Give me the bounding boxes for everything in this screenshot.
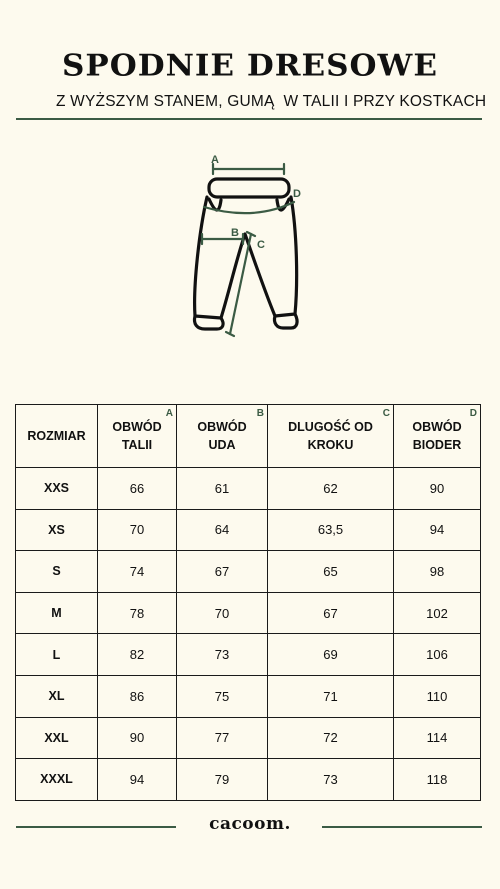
- footer-divider-right: [322, 826, 482, 828]
- header-hips-line2: BIODER: [412, 438, 462, 452]
- inseam-cell: 63,5: [268, 509, 394, 551]
- header-inseam-line2: KROKU: [307, 438, 354, 452]
- inseam-cell: 65: [268, 551, 394, 593]
- thigh-cell: 61: [177, 468, 268, 510]
- thigh-cell: 70: [177, 592, 268, 634]
- header-size-label: ROZMIAR: [27, 429, 86, 443]
- hips-cell: 114: [394, 717, 481, 759]
- waist-cell: 94: [98, 759, 177, 801]
- header-waist-line1: OBWÓD: [112, 420, 162, 434]
- size-cell: L: [16, 634, 98, 676]
- table-row: [16, 468, 481, 510]
- header-thigh: [177, 405, 268, 468]
- hips-cell: 90: [394, 468, 481, 510]
- header-inseam-letter: C: [382, 408, 390, 419]
- waistband-shape: [209, 179, 289, 197]
- page-subtitle: Z WYŻSZYM STANEM, GUMĄ W TALII I PRZY KOSTKACH: [56, 93, 487, 110]
- waist-cell: 86: [98, 675, 177, 717]
- table-header-row: [16, 405, 481, 468]
- hips-cell: 102: [394, 592, 481, 634]
- inseam-cell: 62: [268, 468, 394, 510]
- thigh-cell: 75: [177, 675, 268, 717]
- waist-cell: 70: [98, 509, 177, 551]
- header-hips: [394, 405, 481, 468]
- inseam-cell: 69: [268, 634, 394, 676]
- table-row: [16, 717, 481, 759]
- waist-cell: 78: [98, 592, 177, 634]
- measure-c-label: C: [257, 239, 265, 251]
- size-cell: XL: [16, 675, 98, 717]
- thigh-cell: 79: [177, 759, 268, 801]
- header-thigh-line2: UDA: [208, 438, 236, 452]
- size-cell: XXL: [16, 717, 98, 759]
- header-hips-line1: OBWÓD: [412, 420, 462, 434]
- table-row: [16, 509, 481, 551]
- measure-a-label: A: [211, 154, 219, 166]
- trousers-diagram: [185, 152, 310, 342]
- header-hips-letter: D: [469, 408, 477, 419]
- table-row: [16, 634, 481, 676]
- footer-divider-left: [16, 826, 176, 828]
- size-chart-table: [15, 404, 481, 801]
- header-waist-letter: A: [165, 408, 173, 419]
- header-inseam-line1: DLUGOŚĆ OD: [288, 420, 373, 434]
- measure-d-label: D: [293, 188, 301, 200]
- header-waist-line2: TALII: [121, 438, 153, 452]
- header-waist: [98, 405, 177, 468]
- table-row: [16, 551, 481, 593]
- size-cell: XXXL: [16, 759, 98, 801]
- waist-cell: 66: [98, 468, 177, 510]
- thigh-cell: 77: [177, 717, 268, 759]
- size-cell: S: [16, 551, 98, 593]
- inseam-cell: 73: [268, 759, 394, 801]
- measure-b-label: B: [231, 227, 239, 239]
- brand-logo: cacoom.: [209, 814, 291, 834]
- page-title: SPODNIE DRESOWE: [62, 48, 438, 84]
- header-size: [16, 405, 98, 468]
- header-thigh-line1: OBWÓD: [197, 420, 247, 434]
- size-cell: M: [16, 592, 98, 634]
- header-thigh-letter: B: [256, 408, 264, 419]
- table-row: [16, 592, 481, 634]
- waist-cell: 90: [98, 717, 177, 759]
- inseam-cell: 67: [268, 592, 394, 634]
- table-row: [16, 759, 481, 801]
- hips-cell: 94: [394, 509, 481, 551]
- waist-cell: 82: [98, 634, 177, 676]
- hips-cell: 98: [394, 551, 481, 593]
- thigh-cell: 67: [177, 551, 268, 593]
- waist-cell: 74: [98, 551, 177, 593]
- thigh-cell: 64: [177, 509, 268, 551]
- header-inseam: [268, 405, 394, 468]
- thigh-cell: 73: [177, 634, 268, 676]
- inseam-cell: 72: [268, 717, 394, 759]
- hips-cell: 110: [394, 675, 481, 717]
- table-row: [16, 675, 481, 717]
- hips-cell: 118: [394, 759, 481, 801]
- size-cell: XXS: [16, 468, 98, 510]
- header-divider: [16, 118, 482, 120]
- hips-cell: 106: [394, 634, 481, 676]
- size-cell: XS: [16, 509, 98, 551]
- inseam-cell: 71: [268, 675, 394, 717]
